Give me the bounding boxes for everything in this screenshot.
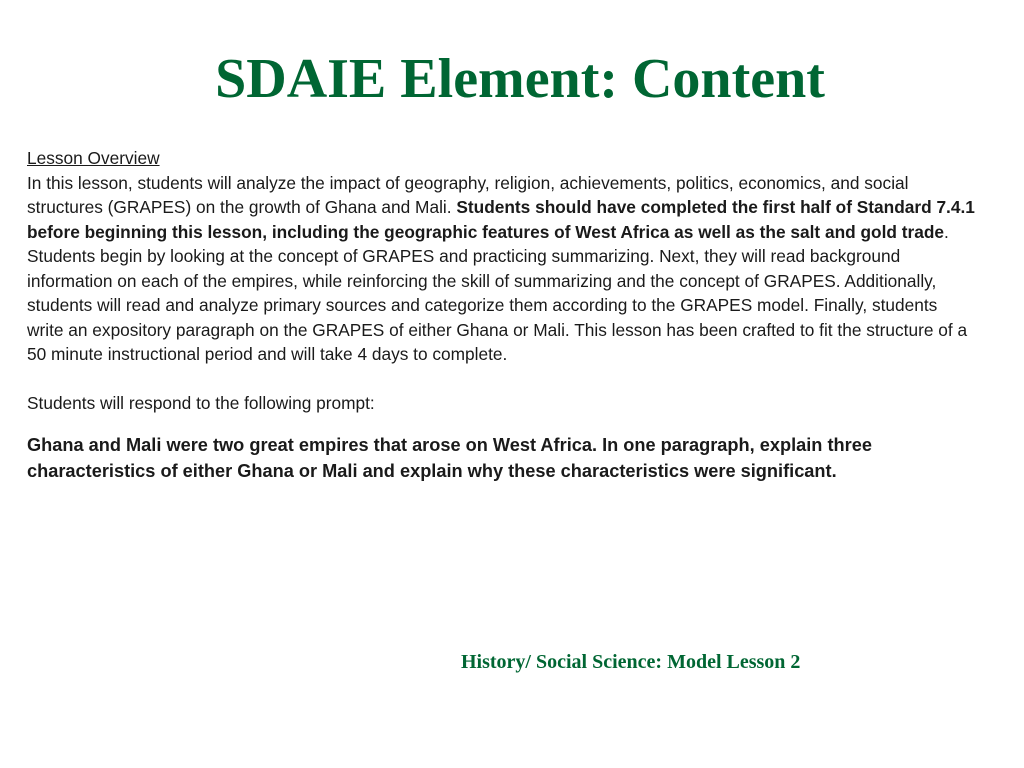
writing-prompt: Ghana and Mali were two great empires that arose on West Africa. In one paragraph, explain three characteristics of either Ghana or Mali and explain why these characteristics were significant. bbox=[27, 435, 872, 481]
respond-instruction: Students will respond to the following prompt: bbox=[27, 392, 375, 413]
overview-bold-prerequisite: Students should have completed the first half of Standard 7.4.1 before beginning this lesson, including the geographic features of West Africa as well as the salt and gold trade bbox=[27, 197, 975, 242]
slide-title: SDAIE Element: Content bbox=[215, 48, 825, 110]
overview-text-part2: . Students begin by looking at the concept of GRAPES and practicing summarizing. Next, they will read background information on each of the empires, while reinforcing the skill of summarizing and the concept of GRAPES. Additionally, students will read and analyze primary sources and categorize them according to the GRAPES model. Finally, students write an expository paragraph on the GRAPES of either Ghana or Mali. This lesson has been crafted to fit the structure of a 50 minute instructional period and will take 4 days to complete. bbox=[27, 221, 968, 364]
paragraph-spacer bbox=[27, 415, 977, 432]
overview-text-part1: In this lesson, students will analyze the impact of geography, religion, achievements, politics, economics, and social structures (GRAPES) on the growth of Ghana and Mali. bbox=[27, 172, 909, 217]
lesson-overview-heading: Lesson Overview bbox=[27, 148, 160, 168]
lesson-overview-paragraph bbox=[27, 171, 977, 367]
slide-footer: History/ Social Science: Model Lesson 2 bbox=[461, 651, 801, 673]
lesson-document bbox=[27, 146, 977, 484]
paragraph-spacer bbox=[27, 367, 977, 391]
